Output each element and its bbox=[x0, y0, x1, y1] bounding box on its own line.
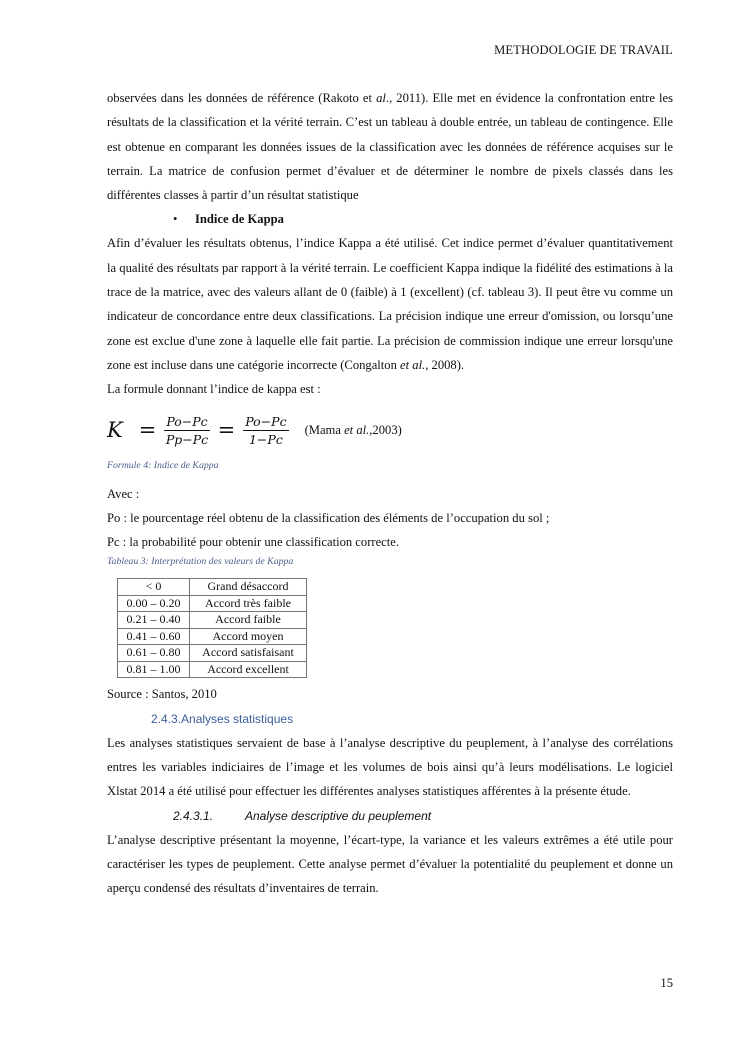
citation-text: ,2003) bbox=[369, 423, 402, 438]
page-number: 15 bbox=[660, 976, 673, 990]
paragraph-statistical-analyses: Les analyses statistiques servaient de base à l’analyse descriptive du peuplement, à l’analyse des corrélations entres les variables indiciaires de l’image et les volumes de bois ainsi qu’à leurs modélisations. Le logiciel Xlstat 2014 a été utilisé pour effectuer les différentes analyses statistiques afférentes à la présente étude. bbox=[107, 735, 673, 799]
kappa-range-cell: < 0 bbox=[118, 579, 190, 596]
paragraph-text: , 2008). bbox=[425, 357, 465, 372]
section-heading-2-4-3-1 bbox=[107, 804, 673, 828]
kappa-interpretation-cell: Accord satisfaisant bbox=[190, 645, 307, 662]
fraction-2 bbox=[243, 413, 288, 448]
kappa-range-cell: 0.61 – 0.80 bbox=[118, 645, 190, 662]
po-definition: Po : le pourcentage réel obtenu de la classification des éléments de l’occupation du sol ; bbox=[107, 510, 550, 525]
table-source: Source : Santos, 2010 bbox=[107, 687, 217, 702]
running-header: METHODOLOGIE DE TRAVAIL bbox=[494, 43, 673, 57]
kappa-interpretation-cell: Accord moyen bbox=[190, 628, 307, 645]
kappa-range-cell: 0.00 – 0.20 bbox=[118, 595, 190, 612]
formula-citation bbox=[305, 418, 402, 442]
fraction-numerator: Po−Pc bbox=[245, 414, 287, 430]
formula-caption: Formule 4: Indice de Kappa bbox=[107, 459, 219, 471]
fraction-1 bbox=[164, 413, 209, 448]
paragraph-kappa bbox=[107, 231, 673, 377]
bullet-heading-kappa bbox=[107, 207, 673, 231]
kappa-interpretation-cell: Accord très faible bbox=[190, 595, 307, 612]
table-row bbox=[118, 661, 307, 678]
paragraph-text: Afin d’évaluer les résultats obtenus, l’indice Kappa a été utilisé. Cet indice permet d’évaluer quantitativement la qualité des résultats par rapport à la vérité terrain. Le coefficient Kappa indique la fidélité des estimations à la trace de la matrice, avec des valeurs allant de 0 (faible) à 1 (excellent) (cf. tableau 3). Il peut être vu comme un indicateur de concordance entre deux classifications. La précision indique une erreur d'omission, ou lorsqu’une zone est exclue d'une zone à laquelle elle fait partie. La précision de commission indique une erreur lorsqu'une zone est incluse dans une catégorie incorrecte (Congalton bbox=[107, 236, 673, 372]
formula-k: K bbox=[107, 418, 123, 443]
kappa-interpretation-table bbox=[117, 578, 307, 678]
table-row bbox=[118, 645, 307, 662]
paragraph-text: ., 2011). Elle met en évidence la confrontation entre les résultats de la classification et la vérité terrain. C’est un tableau à double entrée, un tableau de contingence. Elle est obtenue en comparant les données issues de la classification avec les données de référence acquises sur le terrain. La matrice de confusion permet d’évaluer et de déterminer le nombre de pixels classés dans les différentes classes à partir d’un résultat statistique bbox=[107, 91, 674, 203]
paragraph-descriptive-analysis: L’analyse descriptive présentant la moyenne, l’écart-type, la variance et les valeurs extrêmes a été utile pour caractériser les types de peuplement. Cette analyse permet d’évaluer la potentialité du peuplement et donne un aperçu condensé des résultats d’inventaires de terrain. bbox=[107, 832, 673, 896]
bullet-heading-text: Indice de Kappa bbox=[195, 212, 284, 227]
bullet-icon: • bbox=[173, 212, 178, 227]
italic-text: et al. bbox=[400, 357, 426, 372]
formula-intro: La formule donnant l’indice de kappa est : bbox=[107, 382, 321, 397]
kappa-interpretation-cell: Grand désaccord bbox=[190, 579, 307, 596]
italic-text: al bbox=[376, 91, 386, 105]
citation-text: (Mama bbox=[304, 423, 345, 438]
formula-equals: = bbox=[217, 418, 236, 443]
page-body bbox=[107, 86, 673, 901]
pc-definition: Pc : la probabilité pour obtenir une classification correcte. bbox=[107, 535, 399, 550]
fraction-denominator: 1−Pc bbox=[248, 432, 283, 448]
kappa-range-cell: 0.81 – 1.00 bbox=[118, 661, 190, 678]
table-row bbox=[118, 595, 307, 612]
formula-equals: = bbox=[138, 418, 157, 443]
kappa-range-cell: 0.41 – 0.60 bbox=[118, 628, 190, 645]
paragraph-confusion-matrix bbox=[107, 86, 673, 207]
avec-label: Avec : bbox=[107, 486, 140, 501]
kappa-interpretation-cell: Accord faible bbox=[190, 612, 307, 629]
table-caption: Tableau 3: Interprétation des valeurs de Kappa bbox=[107, 556, 294, 568]
paragraph-text: observées dans les données de référence (Rakoto et bbox=[107, 91, 377, 105]
citation-italic: et al. bbox=[344, 423, 370, 438]
fraction-numerator: Po−Pc bbox=[166, 414, 208, 430]
section-heading-2-4-3: 2.4.3.Analyses statistiques bbox=[151, 711, 294, 726]
kappa-range-cell: 0.21 – 0.40 bbox=[118, 612, 190, 629]
fraction-denominator: Pp−Pc bbox=[165, 432, 209, 448]
table-row bbox=[118, 612, 307, 629]
table-row bbox=[118, 628, 307, 645]
section-title: Analyse descriptive du peuplement bbox=[245, 808, 432, 823]
table-row bbox=[118, 579, 307, 596]
kappa-formula bbox=[107, 404, 673, 458]
kappa-interpretation-cell: Accord excellent bbox=[190, 661, 307, 678]
section-number: 2.4.3.1. bbox=[173, 808, 214, 823]
